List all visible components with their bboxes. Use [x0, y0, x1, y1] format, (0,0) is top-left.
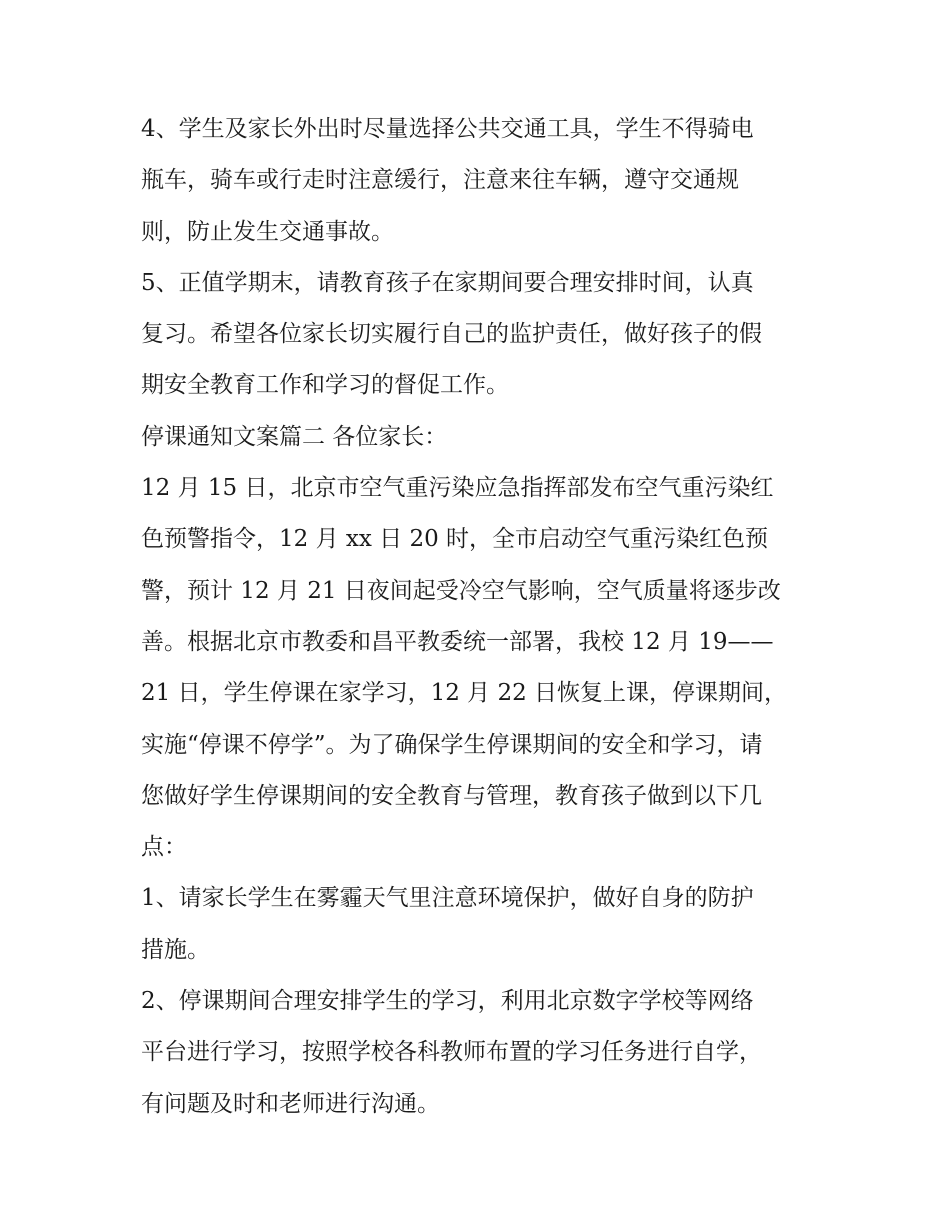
text-line: 瓶车，骑车或行走时注意缓行，注意来往车辆，遵守交通规 [141, 167, 739, 194]
paragraph-notice-body [141, 463, 821, 873]
text-line: 4、学生及家长外出时尽量选择公共交通工具，学生不得骑电 [141, 116, 754, 142]
text-line: 2、停课期间合理安排学生的学习，利用北京数字学校等网络 [141, 988, 754, 1015]
text-line: 善。根据北京市教委和昌平教委统一部署，我校 12 月 19—— [141, 628, 774, 655]
text-line: 21 日，学生停课在家学习，12 月 22 日恢复上课，停课期间， [141, 680, 788, 707]
text-line: 措施。 [141, 936, 210, 963]
heading-line: 停课通知文案篇二 各位家长： [141, 423, 448, 450]
text-line: 色预警指令，12 月 xx 日 20 时，全市启动空气重污染红色预 [141, 526, 769, 553]
text-line: 1、请家长学生在雾霾天气里注意环境保护，做好自身的防护 [141, 885, 754, 912]
text-line: 平台进行学习，按照学校各科教师布置的学习任务进行自学， [141, 1039, 762, 1066]
document-body [141, 104, 821, 1130]
text-line: 12 月 15 日，北京市空气重污染应急指挥部发布空气重污染红 [141, 475, 774, 502]
paragraph-item-2 [141, 976, 821, 1130]
text-line: 复习。希望各位家长切实履行自己的监护责任，做好孩子的假 [141, 321, 762, 348]
text-line: 点： [141, 834, 187, 861]
text-line: 有问题及时和老师进行沟通。 [141, 1090, 440, 1117]
text-line: 警，预计 12 月 21 日夜间起受冷空气影响，空气质量将逐步改 [141, 577, 781, 604]
paragraph-item-1 [141, 873, 821, 976]
text-line: 您做好学生停课期间的安全教育与管理，教育孩子做到以下几 [141, 782, 762, 809]
text-line: 期安全教育工作和学习的督促工作。 [141, 372, 509, 399]
text-line: 实施“停课不停学”。为了确保学生停课期间的安全和学习，请 [141, 731, 763, 758]
text-line: 5、正值学期末，请教育孩子在家期间要合理安排时间，认真 [141, 269, 754, 296]
paragraph-item-4 [141, 104, 821, 258]
paragraph-item-5 [141, 258, 821, 412]
text-line: 则，防止发生交通事故。 [141, 218, 394, 245]
section-heading [141, 412, 821, 463]
